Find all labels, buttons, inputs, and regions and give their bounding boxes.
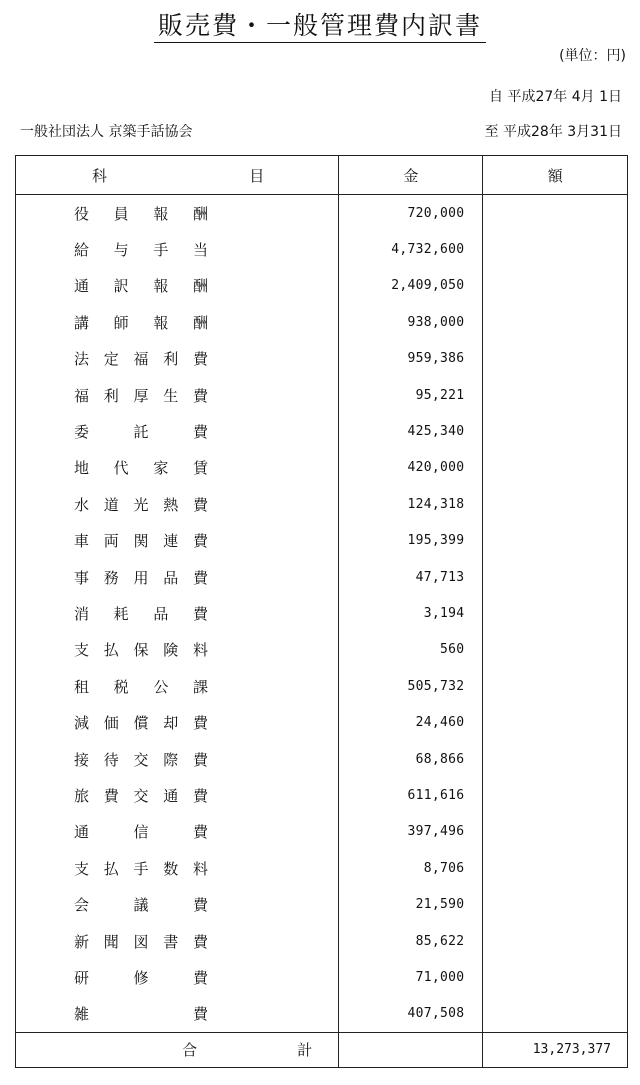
expense-item-total-empty: [483, 486, 628, 522]
expense-item-amount: 24,460: [339, 704, 483, 740]
expense-item-amount: 959,386: [339, 341, 483, 377]
expense-item-amount: 2,409,050: [339, 268, 483, 304]
table-row: [16, 814, 628, 850]
expense-item-total-empty: [483, 668, 628, 704]
expense-item-name: 福 利 厚 生 費: [16, 377, 339, 413]
expense-item-name: 通 信 費: [16, 814, 339, 850]
expense-item-amount: 95,221: [339, 377, 483, 413]
table-row: [16, 632, 628, 668]
expense-item-total-empty: [483, 959, 628, 995]
organization-name: 一般社団法人 京築手話協会: [20, 124, 193, 140]
expense-item-total-empty: [483, 886, 628, 922]
table-row: [16, 595, 628, 631]
table-row: [16, 486, 628, 522]
expense-item-amount: 71,000: [339, 959, 483, 995]
table-row: [16, 523, 628, 559]
expense-breakdown-table: [15, 155, 628, 1068]
expense-item-amount: 397,496: [339, 814, 483, 850]
table-row: [16, 450, 628, 486]
subject-header: 科 目: [16, 156, 339, 195]
expense-item-name: 消 耗 品 費: [16, 595, 339, 631]
expense-item-amount: 560: [339, 632, 483, 668]
expense-item-name: 法 定 福 利 費: [16, 341, 339, 377]
table-row: [16, 268, 628, 304]
expense-item-name: 講 師 報 酬: [16, 304, 339, 340]
expense-item-total-empty: [483, 595, 628, 631]
expense-item-total-empty: [483, 413, 628, 449]
table-row: [16, 668, 628, 704]
expense-item-amount: 3,194: [339, 595, 483, 631]
expense-item-total-empty: [483, 996, 628, 1033]
expense-item-amount: 407,508: [339, 996, 483, 1033]
table-header-row: [16, 156, 628, 195]
expense-item-name: 租 税 公 課: [16, 668, 339, 704]
table-row: [16, 704, 628, 740]
table-row: [16, 850, 628, 886]
expense-item-name: 役 員 報 酬: [16, 195, 339, 232]
expense-item-total-empty: [483, 814, 628, 850]
table-row: [16, 413, 628, 449]
expense-item-name: 接 待 交 際 費: [16, 741, 339, 777]
expense-item-amount: 611,616: [339, 777, 483, 813]
table-row: [16, 923, 628, 959]
expense-item-amount: 4,732,600: [339, 231, 483, 267]
expense-item-name: 雑 費: [16, 996, 339, 1033]
expense-item-amount: 47,713: [339, 559, 483, 595]
table-row: [16, 231, 628, 267]
table-row: [16, 377, 628, 413]
expense-item-total-empty: [483, 304, 628, 340]
table-row: [16, 559, 628, 595]
expense-item-total-empty: [483, 741, 628, 777]
expense-item-name: 旅 費 交 通 費: [16, 777, 339, 813]
period-from: 自 平成27年 4月 1日: [489, 89, 622, 105]
expense-item-total-empty: [483, 523, 628, 559]
expense-item-amount: 21,590: [339, 886, 483, 922]
expense-item-name: 通 訳 報 酬: [16, 268, 339, 304]
total-label: 合 計: [16, 1032, 339, 1067]
expense-item-total-empty: [483, 195, 628, 232]
unit-label: (単位：円): [559, 48, 626, 64]
total-amount: 13,273,377: [483, 1032, 628, 1067]
table-row: [16, 741, 628, 777]
period-to: 至 平成28年 3月31日: [484, 124, 622, 140]
expense-item-amount: 195,399: [339, 523, 483, 559]
table-row: [16, 341, 628, 377]
expense-item-amount: 938,000: [339, 304, 483, 340]
table-row: [16, 996, 628, 1033]
expense-item-name: 水 道 光 熱 費: [16, 486, 339, 522]
table-row: [16, 777, 628, 813]
expense-item-total-empty: [483, 850, 628, 886]
expense-item-amount: 124,318: [339, 486, 483, 522]
table-row: [16, 959, 628, 995]
expense-item-total-empty: [483, 268, 628, 304]
expense-item-total-empty: [483, 559, 628, 595]
expense-item-name: 支 払 保 険 料: [16, 632, 339, 668]
table-row: [16, 304, 628, 340]
expense-item-name: 地 代 家 賃: [16, 450, 339, 486]
total-row: [16, 1032, 628, 1067]
expense-item-amount: 8,706: [339, 850, 483, 886]
expense-item-total-empty: [483, 704, 628, 740]
table-row: [16, 886, 628, 922]
document-title: 販売費・一般管理費内訳書: [0, 6, 640, 42]
table-row: [16, 195, 628, 232]
expense-item-name: 減 価 償 却 費: [16, 704, 339, 740]
expense-item-name: 車 両 関 連 費: [16, 523, 339, 559]
expense-item-total-empty: [483, 341, 628, 377]
expense-item-total-empty: [483, 231, 628, 267]
expense-item-total-empty: [483, 632, 628, 668]
expense-item-amount: 85,622: [339, 923, 483, 959]
expense-item-name: 支 払 手 数 料: [16, 850, 339, 886]
expense-item-name: 研 修 費: [16, 959, 339, 995]
expense-item-name: 新 聞 図 書 費: [16, 923, 339, 959]
expense-item-name: 委 託 費: [16, 413, 339, 449]
expense-item-amount: 505,732: [339, 668, 483, 704]
expense-item-name: 給 与 手 当: [16, 231, 339, 267]
expense-item-total-empty: [483, 450, 628, 486]
amount-header-a: 金: [339, 156, 483, 195]
total-amount-empty: [339, 1032, 483, 1067]
expense-item-name: 事 務 用 品 費: [16, 559, 339, 595]
amount-header-b: 額: [483, 156, 628, 195]
expense-item-amount: 420,000: [339, 450, 483, 486]
expense-item-total-empty: [483, 777, 628, 813]
expense-item-amount: 425,340: [339, 413, 483, 449]
expense-item-amount: 720,000: [339, 195, 483, 232]
expense-item-total-empty: [483, 377, 628, 413]
expense-item-name: 会 議 費: [16, 886, 339, 922]
expense-item-amount: 68,866: [339, 741, 483, 777]
expense-item-total-empty: [483, 923, 628, 959]
